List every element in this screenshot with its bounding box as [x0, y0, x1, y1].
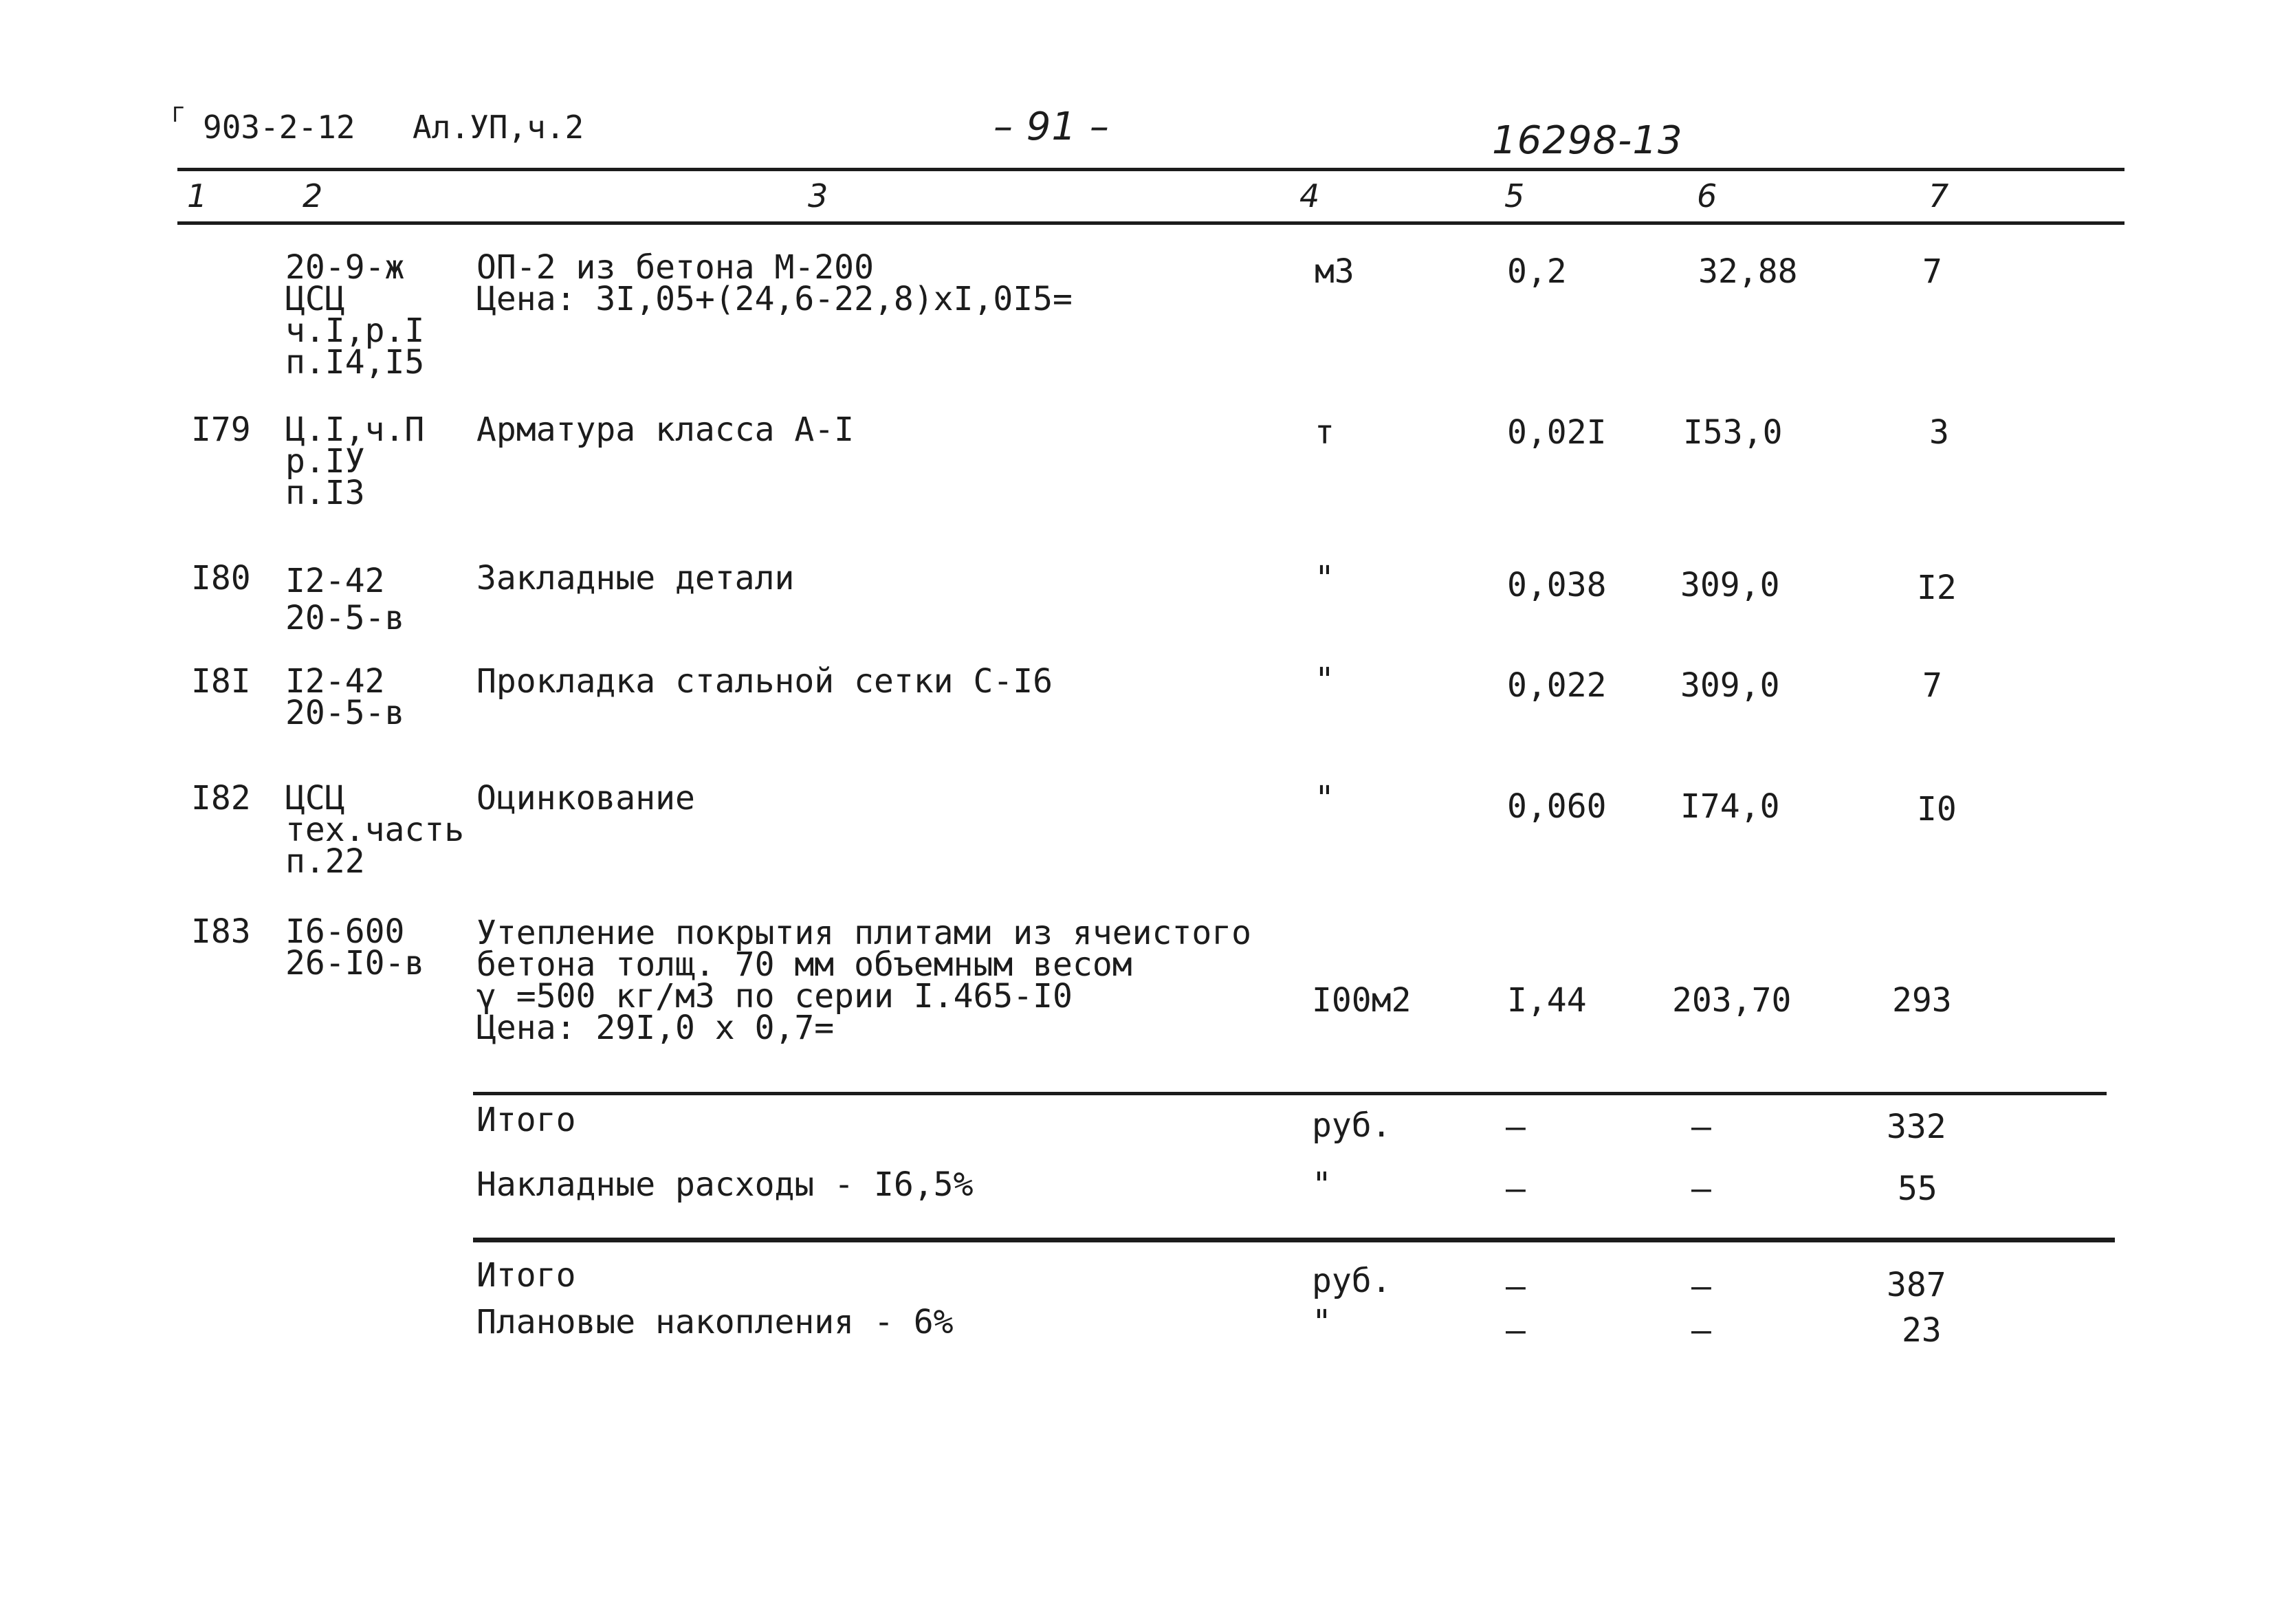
summary-rule-2 [473, 1238, 2115, 1242]
summary-quantity: – [1506, 1170, 1526, 1208]
summary-unit: руб. [1312, 1262, 1392, 1300]
row-unit: " [1315, 779, 1335, 818]
row-description: ОП-2 из бетона М-200 Цена: 3I,05+(24,6-22,8)хI,0I5= [476, 248, 1073, 318]
row-code: Ц.I,ч.П р.IУ п.I3 [285, 410, 425, 512]
row-quantity: I,44 [1507, 981, 1587, 1020]
summary-unit: руб. [1312, 1106, 1392, 1145]
row-unit: " [1315, 559, 1335, 597]
column-number-2: 2 [303, 177, 323, 215]
row-total: 7 [1922, 666, 1942, 705]
row-price: 309,0 [1680, 566, 1780, 604]
row-price: 203,70 [1672, 981, 1792, 1020]
summary-rule-1 [473, 1092, 2107, 1095]
column-number-5: 5 [1504, 177, 1525, 215]
row-code: ЦСЦ тех.часть п.22 [285, 779, 465, 881]
column-number-7: 7 [1929, 177, 1949, 215]
column-number-1: 1 [187, 177, 208, 215]
row-description: Закладные детали [476, 559, 795, 597]
summary-label: Плановые накопления - 6% [476, 1303, 954, 1341]
row-price: 32,88 [1698, 252, 1798, 291]
row-quantity: 0,060 [1507, 787, 1607, 826]
column-number-4: 4 [1299, 177, 1320, 215]
summary-total: 23 [1902, 1311, 1942, 1350]
row-total: I2 [1917, 569, 1957, 607]
summary-total: 55 [1898, 1170, 1937, 1208]
column-number-3: 3 [808, 177, 828, 215]
row-description: Оцинкование [476, 779, 695, 818]
row-description: Арматура класса А-I [476, 410, 855, 449]
row-unit: м3 [1315, 252, 1354, 291]
row-code: I2-42 20-5-в [285, 562, 405, 637]
row-description: Утепление покрытия плитами из ячеистого бетона толщ. 70 мм объемным весом γ =500 кг/м3 по серии I.465-I0 Цена: 29I,0 х 0,7= [476, 914, 1252, 1047]
summary-unit: " [1312, 1303, 1332, 1341]
row-price: 309,0 [1680, 666, 1780, 705]
row-code: I6-600 26-I0-в [285, 912, 425, 983]
row-number: I79 [191, 410, 251, 449]
summary-price: – [1691, 1311, 1711, 1350]
row-code: I2-42 20-5-в [285, 662, 405, 732]
corner-mark: Г [172, 103, 185, 127]
row-quantity: 0,2 [1507, 252, 1567, 291]
row-total: 7 [1922, 252, 1942, 291]
row-unit: " [1315, 661, 1335, 699]
row-description: Прокладка стальной сетки С-I6 [476, 662, 1053, 701]
summary-label: Накладные расходы - I6,5% [476, 1165, 974, 1204]
row-number: I8I [191, 662, 251, 701]
row-quantity: 0,022 [1507, 666, 1607, 705]
album-label: Ал.УП,ч.2 [413, 109, 584, 146]
row-number: I82 [191, 779, 251, 818]
summary-price: – [1691, 1170, 1711, 1208]
summary-price: – [1691, 1108, 1711, 1146]
row-total: I0 [1917, 790, 1957, 829]
row-total: 3 [1929, 413, 1949, 452]
document-code: 903-2-12 [203, 109, 355, 146]
summary-total: 332 [1887, 1108, 1946, 1146]
summary-price: – [1691, 1267, 1711, 1306]
summary-quantity: – [1506, 1267, 1526, 1306]
column-number-6: 6 [1697, 177, 1717, 215]
summary-quantity: – [1506, 1108, 1526, 1146]
summary-quantity: – [1506, 1311, 1526, 1350]
summary-total: 387 [1887, 1266, 1946, 1304]
row-quantity: 0,038 [1507, 566, 1607, 604]
table-top-rule [177, 168, 2124, 171]
registration-number: 16298-13 [1492, 118, 1683, 163]
row-unit: т [1315, 413, 1335, 452]
summary-label: Итого [476, 1101, 576, 1139]
row-number: I80 [191, 559, 251, 597]
row-quantity: 0,02I [1507, 413, 1607, 452]
row-code: 20-9-ж ЦСЦ ч.I,р.I п.I4,I5 [285, 248, 425, 382]
summary-label: Итого [476, 1256, 576, 1295]
row-unit: I00м2 [1312, 981, 1412, 1020]
row-total: 293 [1892, 981, 1952, 1020]
page-number: – 91 – [993, 105, 1110, 149]
row-price: I74,0 [1680, 787, 1780, 826]
row-price: I53,0 [1683, 413, 1783, 452]
header-bottom-rule [177, 221, 2124, 225]
row-number: I83 [191, 912, 251, 951]
summary-unit: " [1312, 1165, 1332, 1204]
